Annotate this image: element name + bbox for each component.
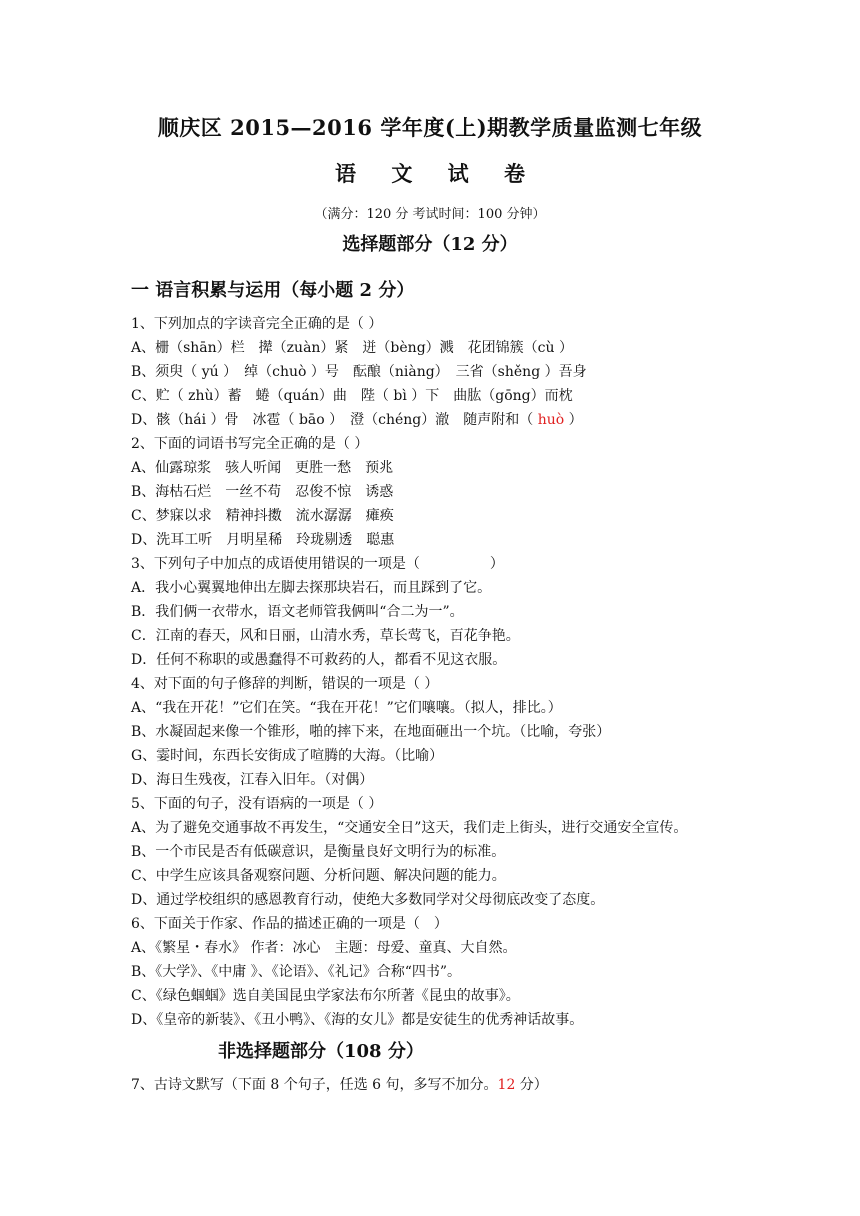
question-line-tail: ） xyxy=(564,412,583,428)
question-line: A．我小心翼翼地伸出左脚去探那块岩石，而且踩到了它。 xyxy=(131,580,492,596)
question-line: C、中学生应该具备观察问题、分析问题、解决问题的能力。 xyxy=(131,868,506,884)
question-line: D、《皇帝的新装》、《丑小鸭》、《海的女儿》都是安徒生的优秀神话故事。 xyxy=(131,1012,584,1028)
exam-title: 顺庆区 2015—2016 学年度(上)期教学质量监测七年级 xyxy=(157,115,703,140)
exam-note: （满分：120 分 考试时间：100 分钟） xyxy=(314,207,546,222)
question-line: B、一个市民是否有低碳意识，是衡量良好文明行为的标准。 xyxy=(131,844,506,860)
question-line-text: D、骸（hái ）骨 冰雹（ bāo ） 澄（chéng）澈 随声附和（ xyxy=(131,412,534,428)
question-line: B、海枯石烂 一丝不苟 忍俊不惊 诱惑 xyxy=(131,484,394,500)
question-line xyxy=(131,408,831,432)
question-line: C、梦寐以求 精神抖擞 流水潺潺 瘫痪 xyxy=(131,508,394,524)
question-line: A、栅（shān）栏 撵（zuàn）紧 迸（bèng）溅 花团锦簇（cù ） xyxy=(131,340,573,356)
question-line: D．任何不称职的或愚蠢得不可救药的人，都看不见这衣服。 xyxy=(131,652,507,668)
question-line: G、霎时间，东西长安街成了喧腾的大海。（比喻） xyxy=(131,748,444,764)
section-nonchoice-heading: 非选择题部分（108 分） xyxy=(218,1041,424,1062)
question-line: 4、对下面的句子修辞的判断，错误的一项是（ ） xyxy=(131,676,439,692)
question-line: B、《大学》、《中庸 》、《论语》、《礼记》合称“四书”。 xyxy=(131,964,462,980)
question-line: B．我们俩一衣带水，语文老师管我俩叫“合二为一”。 xyxy=(131,604,464,620)
question-line: C．江南的春天，风和日丽，山清水秀，草长莺飞，百花争艳。 xyxy=(131,628,520,644)
question-7-text: 7、古诗文默写（下面 8 个句子，任选 6 句，多写不加分。 xyxy=(131,1077,498,1093)
exam-subtitle: 语 文 试 卷 xyxy=(335,161,539,186)
question-line: D、通过学校组织的感恩教育行动，使绝大多数同学对父母彻底改变了态度。 xyxy=(131,892,605,908)
question-line: D、洗耳工听 月明星稀 玲珑剔透 聪惠 xyxy=(131,532,395,548)
question-line: A、为了避免交通事故不再发生，“交通安全日”这天，我们走上街头，进行交通安全宣传。 xyxy=(131,820,688,836)
question-7-points: 12 xyxy=(497,1077,516,1093)
question-line: 2、下面的词语书写完全正确的是（ ） xyxy=(131,436,369,452)
question-line: B、须臾（ yú ） 绰（chuò ）号 酝酿（niàng） 三省（shěng ）吾身 xyxy=(131,364,587,380)
question-line: B、水凝固起来像一个锥形，啪的摔下来，在地面砸出一个坑。（比喻，夸张） xyxy=(131,724,611,740)
question-7-suffix: 分） xyxy=(515,1077,548,1093)
question-line: D、海日生残夜，江春入旧年。（对偶） xyxy=(131,772,374,788)
question-line: C、贮（ zhù）蓄 蜷（quán）曲 陛（ bì ）下 曲肱（gōng）而枕 xyxy=(131,388,573,404)
question-line: 5、下面的句子，没有语病的一项是（ ） xyxy=(131,796,383,812)
question-line: 3、下列句子中加点的成语使用错误的一项是（ ） xyxy=(131,556,504,572)
question-line: 1、下列加点的字读音完全正确的是（ ） xyxy=(131,316,383,332)
question-list xyxy=(131,312,831,1032)
question-line: A、“我在开花！”它们在笑。“我在开花！”它们嚷嚷。（拟人，排比。） xyxy=(131,700,562,716)
question-line: A、《繁星・春水》 作者：冰心 主题：母爱、童真、大自然。 xyxy=(131,940,517,956)
question-7 xyxy=(131,1073,548,1097)
section-one-heading: 一 语言积累与运用（每小题 2 分） xyxy=(131,280,415,301)
question-line: A、仙露琼浆 骇人听闻 更胜一愁 预兆 xyxy=(131,460,394,476)
section-choice-heading: 选择题部分（12 分） xyxy=(342,234,518,255)
question-line: C、《绿色蝈蝈》选自美国昆虫学家法布尔所著《昆虫的故事》。 xyxy=(131,988,520,1004)
question-line: 6、下面关于作家、作品的描述正确的一项是（ ） xyxy=(131,916,448,932)
highlighted-pinyin: huò xyxy=(537,412,565,428)
